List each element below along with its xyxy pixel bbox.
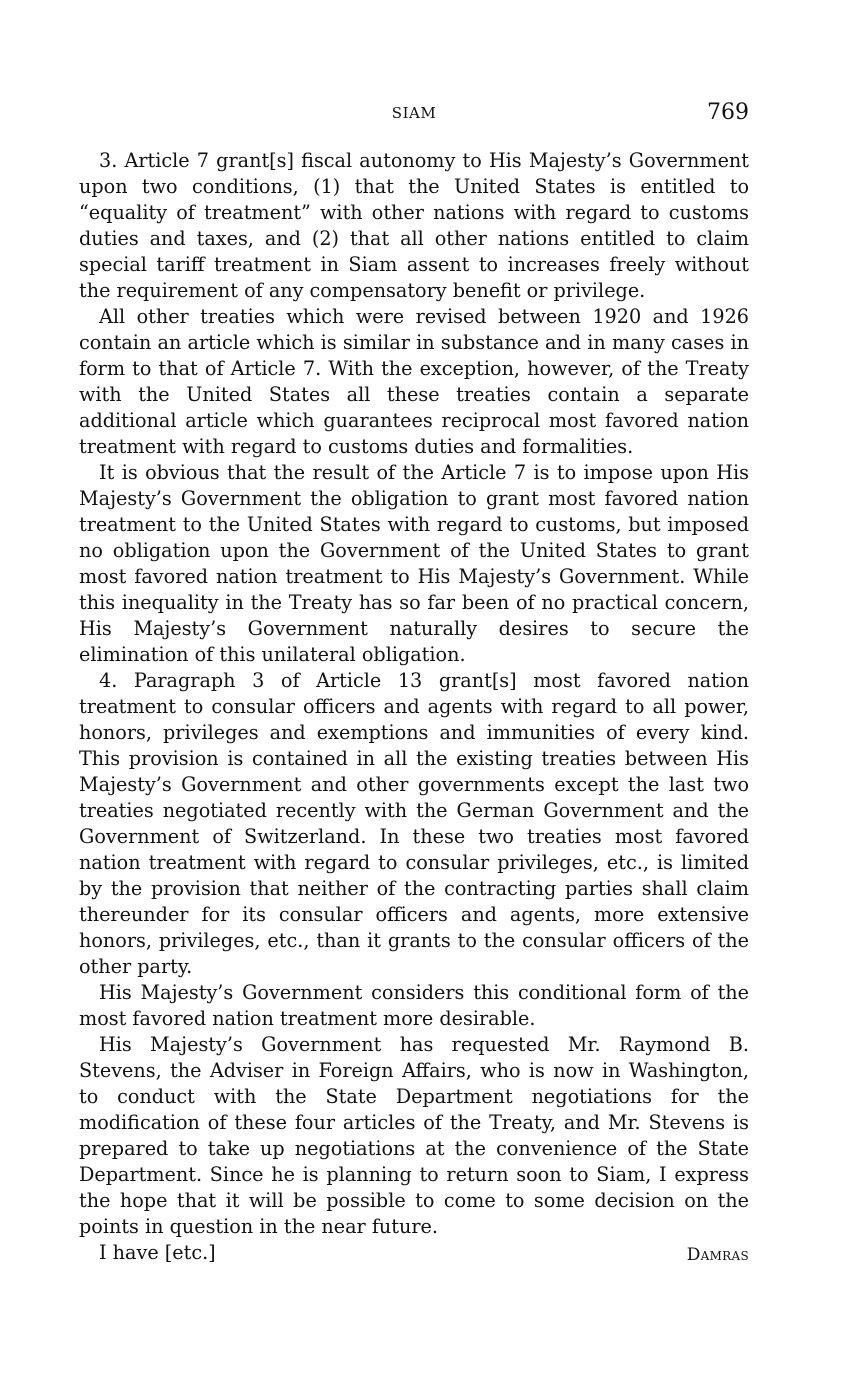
running-head (79, 100, 749, 130)
paragraph-article-13: 4. Paragraph 3 of Article 13 grant[s] most favored nation treatment to consular officers and agents with regard to all power, honors, privileges and exemptions and immunities of every kind. This provision is contained in all the existing treaties between His Majesty’s Government and other governments except the last two treaties negotiated recently with the German Government and the Government of Switzerland. In these two treaties most favored nation treatment with regard to consular privileges, etc., is limited by the provision that neither of the contracting parties shall claim thereunder for its consular officers and agents, more extensive honors, privileges, etc., than it grants to the consular officers of the other party. (79, 669, 749, 978)
paragraph-obligation: It is obvious that the result of the Article 7 is to impose upon His Majesty’s Government the obligation to grant most favored nation treatment to the United States with regard to customs, but imposed no obligation upon the Government of the United States to grant most favored nation treatment to His Majesty’s Government. While this inequality in the Treaty has so far been of no practical concern, His Majesty’s Government naturally desires to secure the elimination of this unilateral obligation. (79, 461, 749, 666)
paragraph-other-treaties: All other treaties which were revised between 1920 and 1926 contain an article which is similar in substance and in many cases in form to that of Article 7. With the exception, however, of the Treaty with the United States all these treaties contain a separate additional article which guarantees reciprocal most favored nation treatment with regard to customs duties and formalities. (79, 305, 749, 458)
document-page (79, 100, 749, 1270)
signoff (79, 1240, 749, 1270)
paragraph-article-7: 3. Article 7 grant[s] fiscal autonomy to His Majesty’s Government upon two conditions, (1) that the United States is entitled to “equality of treatment” with other nations with regard to customs duties and taxes, and (2) that all other nations entitled to claim special tariff treatment in Siam assent to increases freely without the requirement of any compensatory benefit or privilege. (79, 149, 749, 302)
page-number: 769 (707, 100, 749, 125)
letter-body (79, 148, 749, 1240)
closing-line: I have [etc.] (99, 1241, 216, 1264)
signature: Damras (686, 1245, 749, 1265)
paragraph-conditional-form: His Majesty’s Government considers this conditional form of the most favored nation treatment more desirable. (79, 981, 749, 1030)
running-title: SIAM (391, 104, 437, 122)
paragraph-negotiations: His Majesty’s Government has requested Mr. Raymond B. Stevens, the Adviser in Foreign Affairs, who is now in Washington, to conduct with the State Department negotiations for the modification of these four articles of the Treaty, and Mr. Stevens is prepared to take up negotiations at the convenience of the State Department. Since he is planning to return soon to Siam, I express the hope that it will be possible to come to some decision on the points in question in the near future. (79, 1033, 749, 1238)
